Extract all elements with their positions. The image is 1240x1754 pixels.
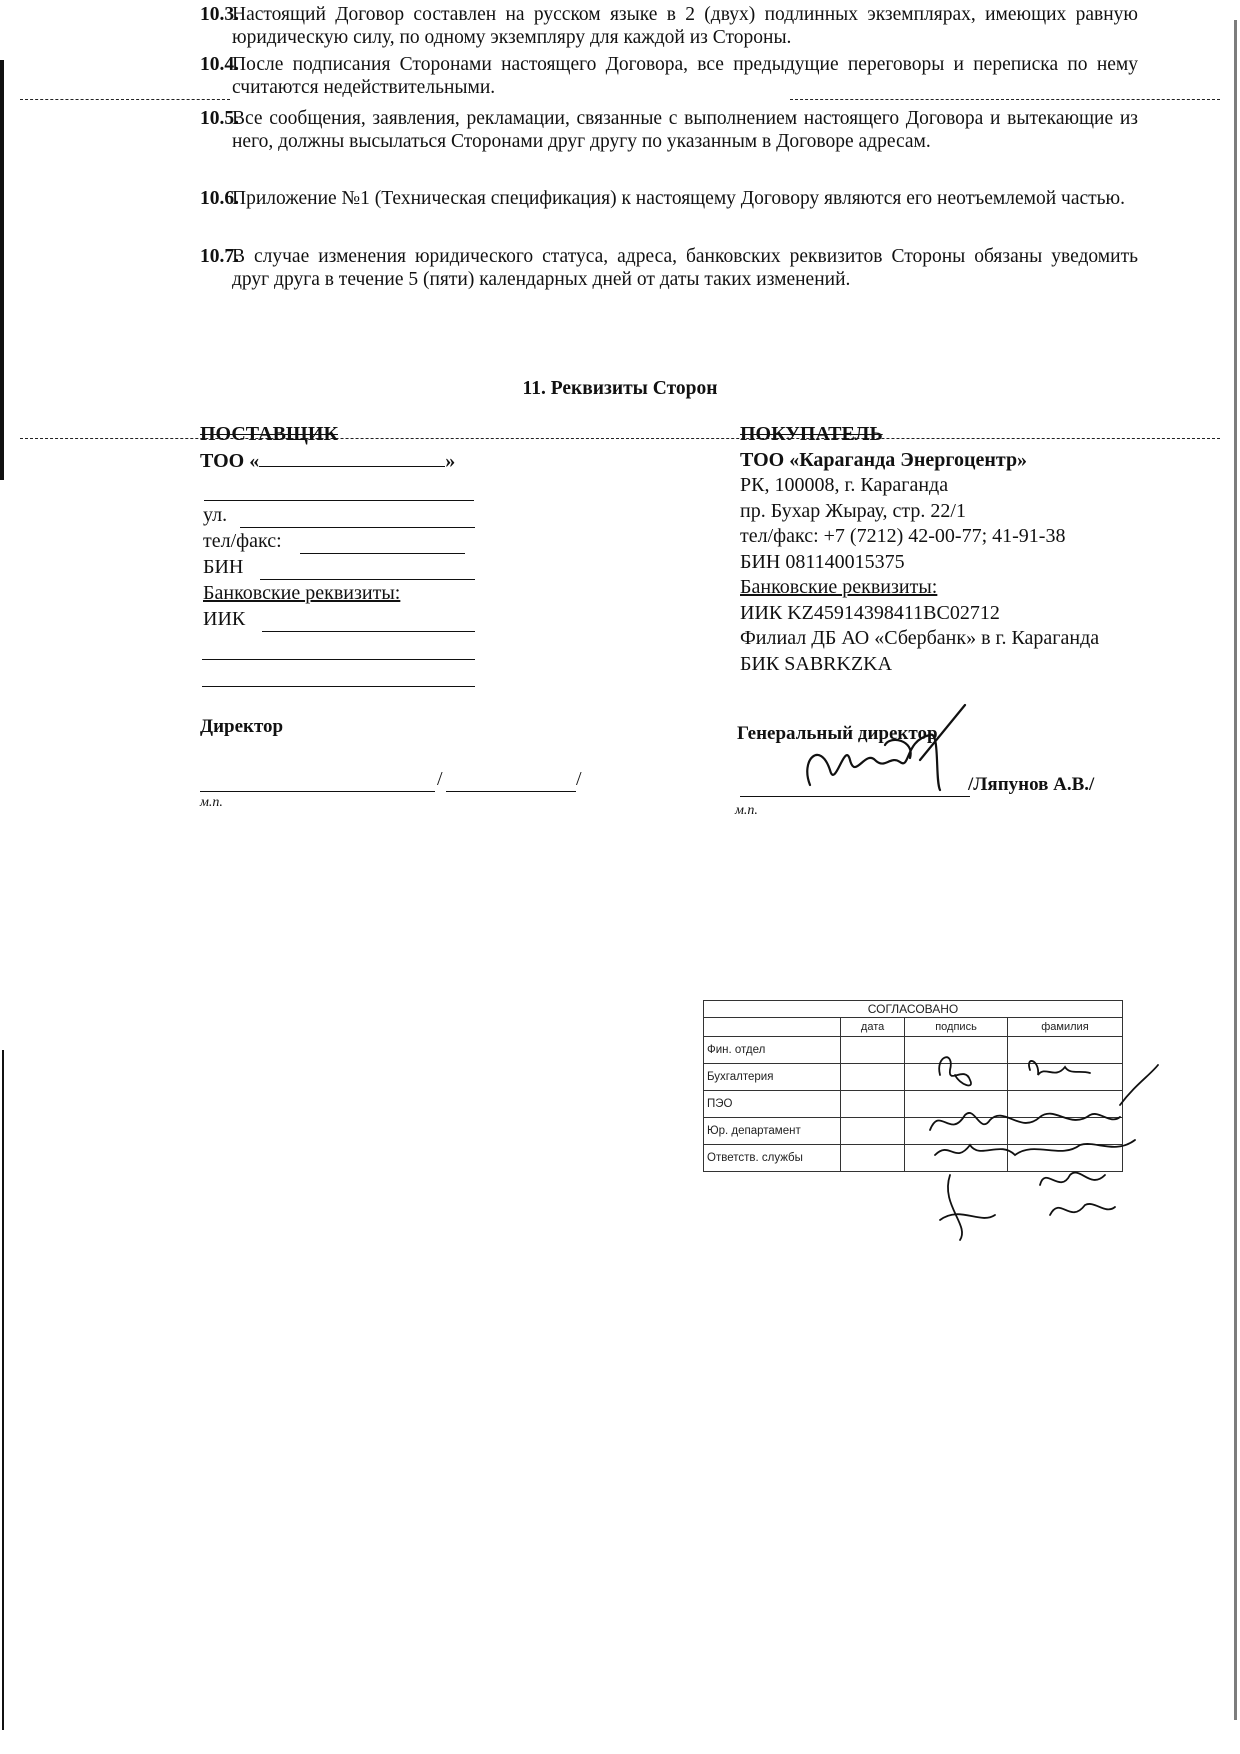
approval-row-label: ПЭО — [704, 1091, 841, 1118]
supplier-org — [200, 448, 480, 475]
clause-text: В случае изменения юридического статуса, адреса, банковских реквизитов Стороны обязаны уведомить друг друга в течение 5 (пяти) календарных дней от даты таких изменений. — [232, 246, 1138, 290]
supplier-iik — [203, 607, 245, 633]
approval-col-surname: фамилия — [1007, 1018, 1122, 1037]
supplier-blank-line — [204, 500, 474, 501]
supplier-street-label: ул. — [203, 504, 228, 526]
buyer-position: Генеральный директор — [737, 723, 938, 744]
supplier-position: Директор — [200, 716, 284, 737]
supplier-bank-line-1 — [202, 659, 475, 660]
supplier-org-prefix: ТОО « — [200, 449, 260, 472]
supplier-street — [203, 503, 227, 529]
section-title: 11. Реквизиты Сторон — [522, 378, 718, 399]
scan-fold-line-top-right — [790, 99, 1220, 100]
clause-text: Приложение №1 (Техническая спецификация) к настоящему Договору являются его неотъемлемой частью. — [232, 188, 1125, 209]
approval-col-signature: подпись — [905, 1018, 1008, 1037]
supplier-bin — [203, 555, 243, 581]
supplier-sign-slash-2: / — [576, 768, 582, 790]
clause-10-7 — [200, 246, 1138, 291]
clause-10-5 — [200, 108, 1138, 153]
clause-number: 10.4. — [200, 54, 239, 75]
buyer-phone: тел/факс: +7 (7212) 42-00-77; 41-91-38 — [740, 525, 1066, 547]
supplier-phone — [203, 529, 282, 555]
approval-row-label: Юр. департамент — [704, 1118, 841, 1145]
supplier-bin-line — [260, 579, 475, 580]
buyer-stamp-place: м.п. — [735, 803, 758, 818]
clause-10-3 — [200, 4, 1138, 49]
scan-fold-line-top — [20, 99, 230, 100]
approval-col-empty — [704, 1018, 841, 1037]
supplier-phone-line — [300, 553, 465, 554]
buyer-bank-label: Банковские реквизиты: — [740, 576, 938, 598]
supplier-bank-label: Банковские реквизиты: — [203, 582, 401, 604]
buyer-bik: БИК SABRKZKA — [740, 652, 893, 675]
scan-edge-left-lower — [2, 1050, 4, 1730]
buyer-signatory: /Ляпунов А.В./ — [968, 774, 1095, 795]
buyer-bin: БИН 081140015375 — [740, 550, 905, 573]
clause-number: 10.5. — [200, 108, 239, 129]
approval-row-label: Фин. отдел — [704, 1037, 841, 1064]
supplier-iik-label: ИИК — [203, 608, 246, 630]
approval-row-label: Бухгалтерия — [704, 1064, 841, 1091]
scan-edge-right — [1234, 20, 1237, 1720]
clause-number: 10.7. — [200, 246, 239, 267]
buyer-address-1: РК, 100008, г. Караганда — [740, 474, 949, 496]
buyer-bank: Филиал ДБ АО «Сбербанк» в г. Караганда — [740, 627, 1100, 649]
supplier-phone-label: тел/факс: — [203, 530, 282, 552]
clause-text: После подписания Сторонами настоящего Договора, все предыдущие переговоры и переписка по нему считаются недействительными. — [232, 54, 1138, 98]
supplier-sign-line — [200, 791, 435, 792]
supplier-title: ПОСТАВЩИК — [200, 423, 338, 445]
supplier-name-line — [446, 791, 576, 792]
supplier-street-line — [240, 527, 475, 528]
scan-edge-left — [0, 60, 4, 480]
approval-title: СОГЛАСОВАНО — [704, 1001, 1123, 1018]
clause-number: 10.6. — [200, 188, 239, 209]
buyer-iik: ИИК KZ459143984​11BC02712 — [740, 601, 1000, 624]
approval-col-date: дата — [841, 1018, 905, 1037]
supplier-block — [200, 422, 480, 474]
buyer-address-2: пр. Бухар Жырау, стр. 22/1 — [740, 499, 966, 522]
supplier-stamp-place: м.п. — [200, 795, 223, 810]
clause-text: Все сообщения, заявления, рекламации, связанные с выполнением настоящего Договора и вытекающие из него, должны высылаться Сторонами друг другу по указанным в Договоре адресам. — [232, 108, 1138, 152]
supplier-org-blank — [259, 448, 445, 467]
supplier-org-suffix: » — [445, 449, 456, 472]
clause-10-4 — [200, 54, 1138, 99]
approval-signatures-image — [920, 1045, 1160, 1245]
buyer-title: ПОКУПАТЕЛЬ — [740, 423, 883, 445]
approval-row-label: Ответств. службы — [704, 1145, 841, 1172]
supplier-bin-label: БИН — [203, 556, 244, 578]
buyer-signature-image — [790, 700, 980, 800]
buyer-org: ТОО «Караганда Энергоцентр» — [740, 448, 1028, 471]
clause-text: Настоящий Договор составлен на русском языке в 2 (двух) подлинных экземплярах, имеющих равную юридическую силу, по одному экземпляру для каждой из Стороны. — [232, 4, 1138, 48]
supplier-sign-slash-1: / — [437, 768, 443, 790]
clause-10-6 — [200, 188, 1138, 211]
supplier-bank-line-2 — [202, 686, 475, 687]
buyer-block — [740, 422, 1160, 677]
supplier-iik-line — [262, 631, 475, 632]
clause-number: 10.3. — [200, 4, 239, 25]
